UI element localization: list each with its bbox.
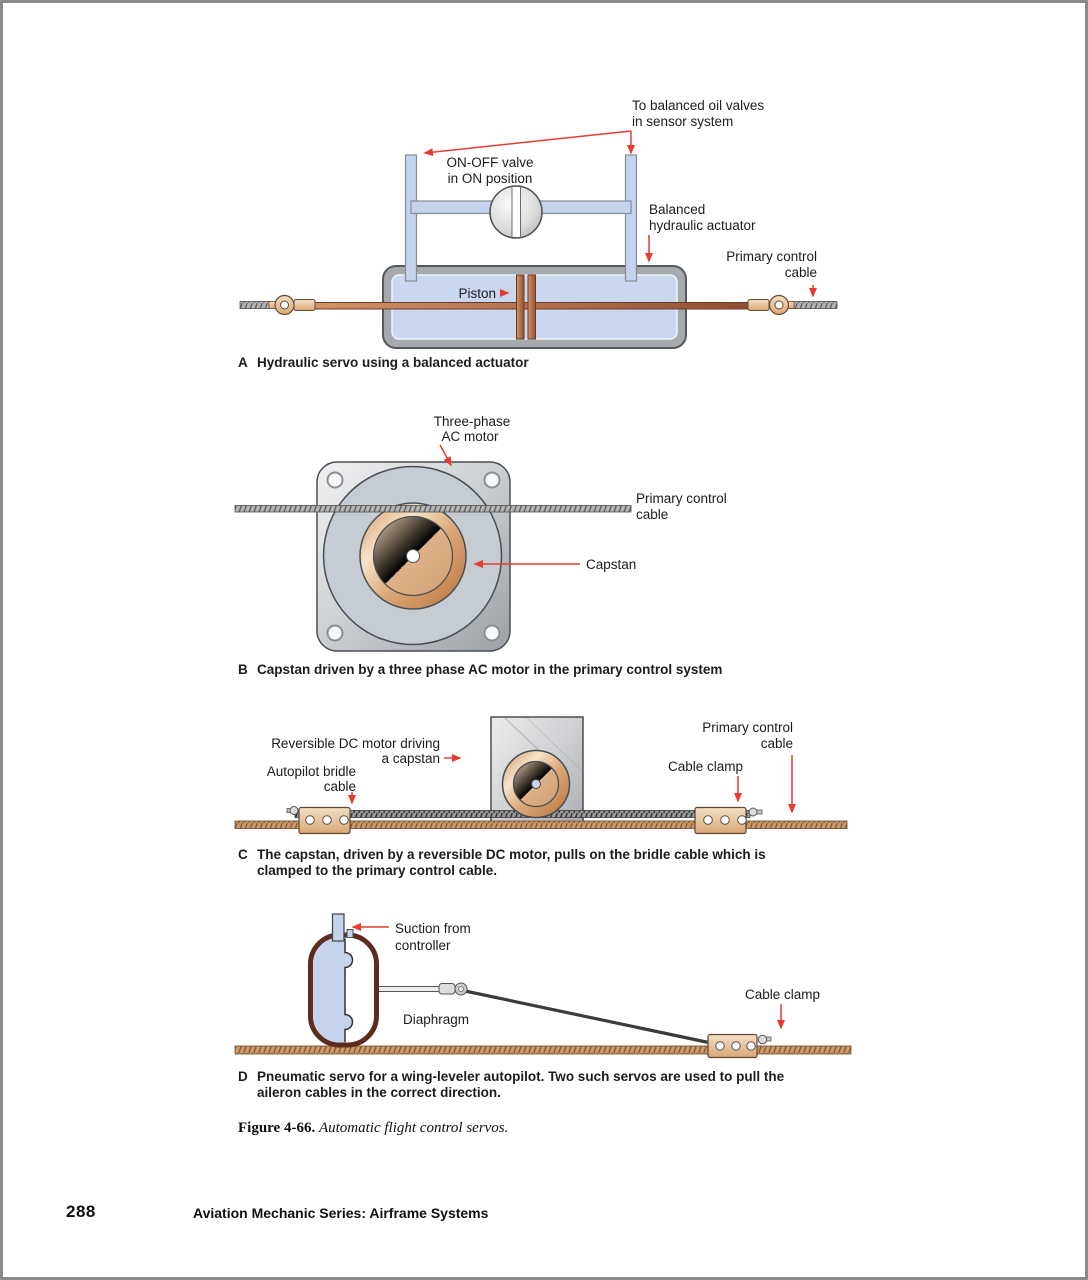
figure-caption xyxy=(238,1120,508,1137)
servo-pull-cable xyxy=(465,991,711,1043)
diagram-a xyxy=(240,98,837,348)
right-sensor-pipe xyxy=(626,155,637,281)
label-actuator-2: hydraulic actuator xyxy=(649,218,756,233)
caption-c-letter: C xyxy=(238,847,248,862)
left-sensor-pipe xyxy=(406,155,417,281)
caption-c-line2: clamped to the primary control cable. xyxy=(257,863,498,878)
label-primary-cable-b1: Primary control xyxy=(636,491,727,506)
valve-port-stripe xyxy=(512,186,521,238)
left-cable-clamp xyxy=(287,807,350,834)
label-primary-cable-c2: cable xyxy=(760,736,793,751)
label-actuator-1: Balanced xyxy=(649,202,706,217)
diagram-c xyxy=(235,717,847,834)
label-piston: Piston xyxy=(458,286,496,301)
caption-d-text xyxy=(257,1069,784,1101)
rod-clevis xyxy=(439,984,455,995)
dc-capstan-shaft xyxy=(532,780,541,789)
label-primary-cable-a1: Primary control xyxy=(726,249,817,264)
piston-right-plate xyxy=(528,275,536,339)
aileron-cable xyxy=(235,1046,851,1054)
clevis-ring-hole xyxy=(459,987,464,992)
label-cable-clamp-d: Cable clamp xyxy=(745,987,821,1002)
right-cable-end xyxy=(748,296,837,315)
caption-c-line1: The capstan, driven by a reversible DC motor, pulls on the bridle cable which is xyxy=(257,847,766,862)
left-cable-end xyxy=(240,296,315,315)
capstan-shaft-hole xyxy=(407,550,420,563)
suction-tube xyxy=(333,914,345,941)
diagram-d xyxy=(235,914,851,1058)
label-oil-valves-2: in sensor system xyxy=(632,114,734,129)
page-number: 288 xyxy=(66,1202,96,1221)
caption-a-letter: A xyxy=(238,355,248,370)
diaphragm-rod xyxy=(373,987,439,992)
label-onoff-valve-1: ON-OFF valve xyxy=(446,155,534,170)
figure-number: Figure 4-66. xyxy=(238,1120,316,1136)
label-dc-motor-2: a capstan xyxy=(381,751,440,766)
label-cable-clamp-c: Cable clamp xyxy=(667,759,743,774)
footer-title: Aviation Mechanic Series: Airframe Systems xyxy=(193,1205,489,1221)
right-cable-clamp xyxy=(695,808,762,834)
caption-a xyxy=(238,355,529,371)
caption-b-letter: B xyxy=(238,662,248,677)
caption-d-line2: aileron cables in the correct direction. xyxy=(257,1085,501,1100)
pneumatic-servo-body xyxy=(311,935,377,1045)
caption-b-text: Capstan driven by a three phase AC motor in the primary control system xyxy=(257,662,723,677)
figure-title: Automatic flight control servos. xyxy=(318,1120,509,1136)
label-ac-motor-2: AC motor xyxy=(441,429,499,444)
caption-c-text xyxy=(257,847,766,879)
label-primary-cable-c1: Primary control xyxy=(702,720,793,735)
label-suction-1: Suction from xyxy=(395,921,471,936)
label-capstan: Capstan xyxy=(586,557,637,572)
piston-left-plate xyxy=(517,275,525,339)
label-primary-cable-b2: cable xyxy=(636,507,669,522)
caption-d-line1: Pneumatic servo for a wing-leveler autopilot. Two such servos are used to pull the xyxy=(257,1069,785,1084)
label-suction-2: controller xyxy=(395,938,451,953)
label-bridle-2: cable xyxy=(323,779,356,794)
caption-b xyxy=(238,662,722,678)
label-ac-motor-1: Three-phase xyxy=(433,414,511,429)
label-oil-valves-1: To balanced oil valves xyxy=(632,98,765,113)
caption-d xyxy=(238,1069,784,1101)
vent-nub xyxy=(347,930,353,938)
label-onoff-valve-2: in ON position xyxy=(447,171,533,186)
caption-d-letter: D xyxy=(238,1069,248,1084)
caption-a-text: Hydraulic servo using a balanced actuator xyxy=(257,355,529,370)
label-diaphragm: Diaphragm xyxy=(403,1012,470,1027)
label-dc-motor-1: Reversible DC motor driving xyxy=(271,736,440,751)
label-bridle-1: Autopilot bridle xyxy=(266,764,356,779)
label-primary-cable-a2: cable xyxy=(784,265,817,280)
diagram-b xyxy=(235,414,727,651)
caption-c xyxy=(238,847,766,879)
primary-control-cable-b xyxy=(235,506,631,513)
